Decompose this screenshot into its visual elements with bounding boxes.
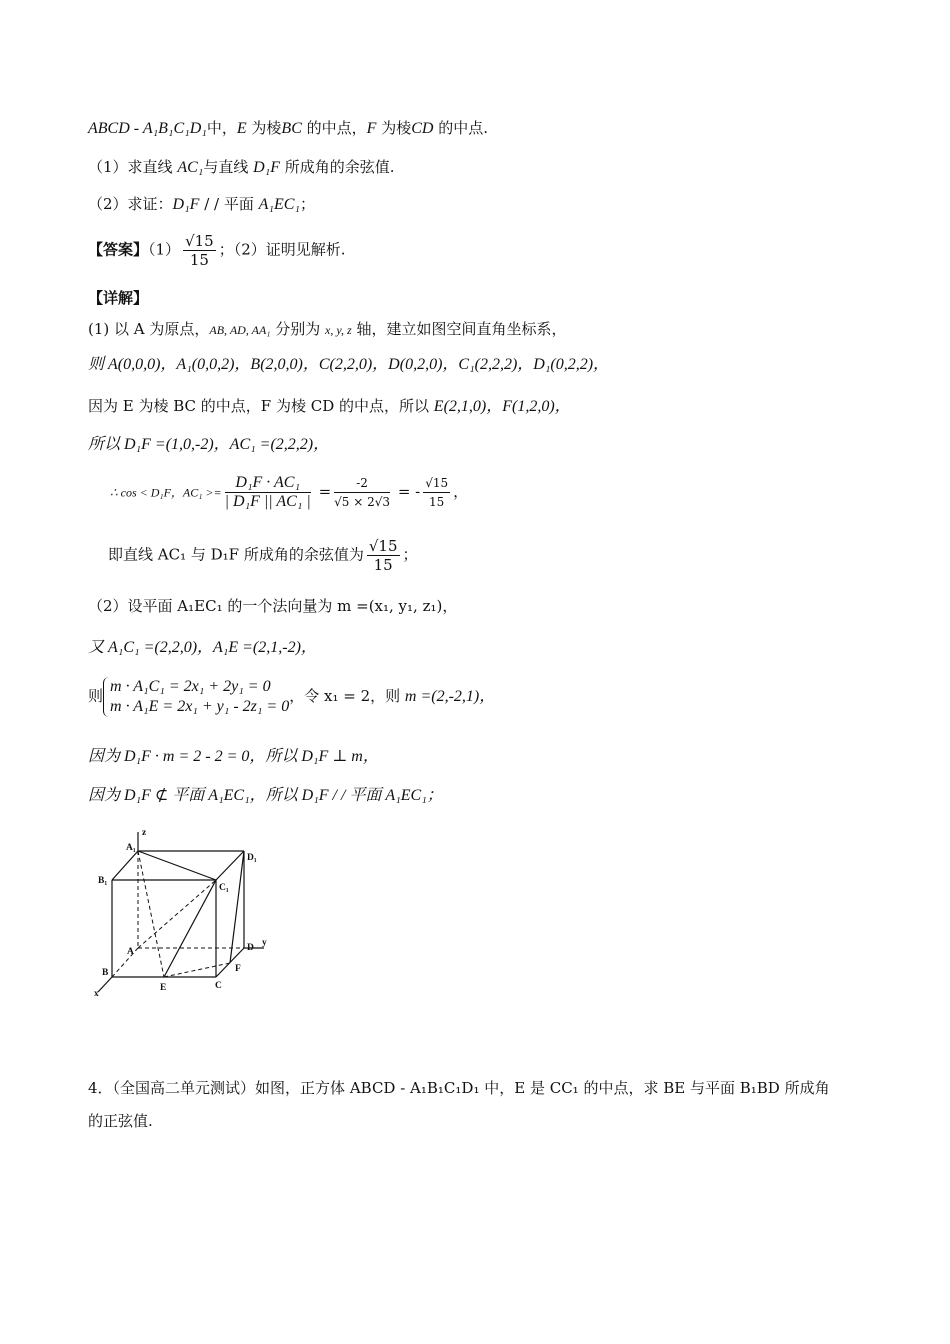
detail-line-11: 因为 D₁F ⊄ 平面 A₁EC₁，所以 D₁F / / 平面 A₁EC₁；: [88, 787, 443, 804]
detail-line-2: 则 A(0,0,0)，A₁(0,0,2)，B(2,0,0)，C(2,2,0)，D(0,2,0)，C₁(2,2,2)，D₁(0,2,2)，: [88, 356, 610, 373]
edge-a1b1: [112, 851, 138, 880]
label-a: A: [127, 947, 134, 957]
detail-line-1: (1) 以 A 为原点，AB, AD, AA₁ 分别为 x, y, z 轴，建立如图空间直角坐标系，: [88, 320, 567, 338]
label-f: F: [235, 964, 241, 974]
label-b1: B₁: [98, 876, 108, 886]
answer-label: 【答案】: [88, 240, 149, 259]
cube-figure: [92, 826, 282, 998]
label-z: z: [142, 828, 147, 838]
detail-line-9: 则 m · A₁C₁ = 2x₁ + 2y₁ = 0 m · A₁E = 2x₁ + y₁ - 2z₁ = 0 ，令 x₁ = 2，则 m =(2,-2,1)，: [88, 678, 496, 715]
detail-line-3: 因为 E 为棱 BC 的中点，F 为棱 CD 的中点，所以 E(2,1,0)，F(1,2,0)，: [88, 397, 571, 415]
equation-system: m · A₁C₁ = 2x₁ + 2y₁ = 0 m · A₁E = 2x₁ + y₁ - 2z₁ = 0: [103, 677, 289, 717]
problem3-intro: ABCD - A₁B₁C₁D₁中，E 为棱BC 的中点，F 为棱CD 的中点.: [88, 119, 488, 137]
x-axis: [98, 977, 112, 992]
edge-ab-hidden: [112, 948, 138, 977]
answer-line: 【答案】（1） $\frac{√15}{15}$ ；（2）证明见解析.: [88, 232, 346, 269]
detail-line-7: （2）设平面 A₁EC₁ 的一个法向量为 m =(x₁, y₁, z₁)，: [88, 597, 458, 615]
label-a1: A₁: [126, 843, 136, 853]
detail-label: 【详解】: [88, 289, 149, 307]
label-y: y: [262, 938, 267, 948]
label-d1: D₁: [247, 853, 257, 863]
segment-ef-hidden: [164, 963, 230, 977]
detail-line-5: ∴ cos < D₁F，AC₁ >= $\frac{\text{D₁F · AC₁}}{\text{| D₁F || AC₁ |}}$ = $\frac{-2}{√5 \times 2√3}$ = - $\frac{√15}{15}$ ，: [110, 474, 469, 510]
cos-fraction: $\frac{\text{D₁F · AC₁}}{\text{| D₁F || AC₁ |}}$: [224, 474, 311, 510]
detail-line-4: 所以 D₁F =(1,0,-2)，AC₁ =(2,2,2)，: [88, 436, 330, 453]
label-x: x: [94, 989, 99, 998]
solid-name: ABCD - A₁B₁C₁D₁: [88, 120, 207, 137]
label-c: C: [215, 981, 222, 991]
label-c1: C₁: [219, 883, 229, 893]
problem4-line-2: 的正弦值.: [88, 1112, 153, 1130]
segment-c1e: [164, 880, 216, 977]
segment-a1c1: [138, 851, 216, 880]
segment-d1f: [230, 851, 244, 963]
segment-ac1-hidden: [138, 880, 216, 948]
segment-a1e-hidden: [138, 851, 164, 977]
edge-c1d1: [216, 851, 244, 880]
question-1: （1）求直线 AC₁与直线 D₁F 所成角的余弦值.: [88, 158, 395, 176]
question-2: （2）求证：D₁F / / 平面 A₁EC₁；: [88, 195, 315, 213]
detail-line-10: 因为 D₁F · m = 2 - 2 = 0，所以 D₁F ⊥ m，: [88, 748, 379, 765]
answer-fraction: $\frac{√15}{15}$: [185, 232, 214, 269]
label-b: B: [102, 968, 109, 978]
label-e: E: [160, 983, 167, 993]
problem4-line-1: 4．（全国高二单元测试）如图，正方体 ABCD - A₁B₁C₁D₁ 中，E 是 CC₁ 的中点，求 BE 与平面 B₁BD 所成角: [88, 1079, 830, 1097]
detail-line-6: 即直线 AC₁ 与 D₁F 所成角的余弦值为 $\frac{√15}{15}$ ；: [108, 537, 418, 574]
detail-line-8: 又 A₁C₁ =(2,2,0)，A₁E =(2,1,-2)，: [88, 639, 317, 656]
label-d: D: [247, 943, 254, 953]
